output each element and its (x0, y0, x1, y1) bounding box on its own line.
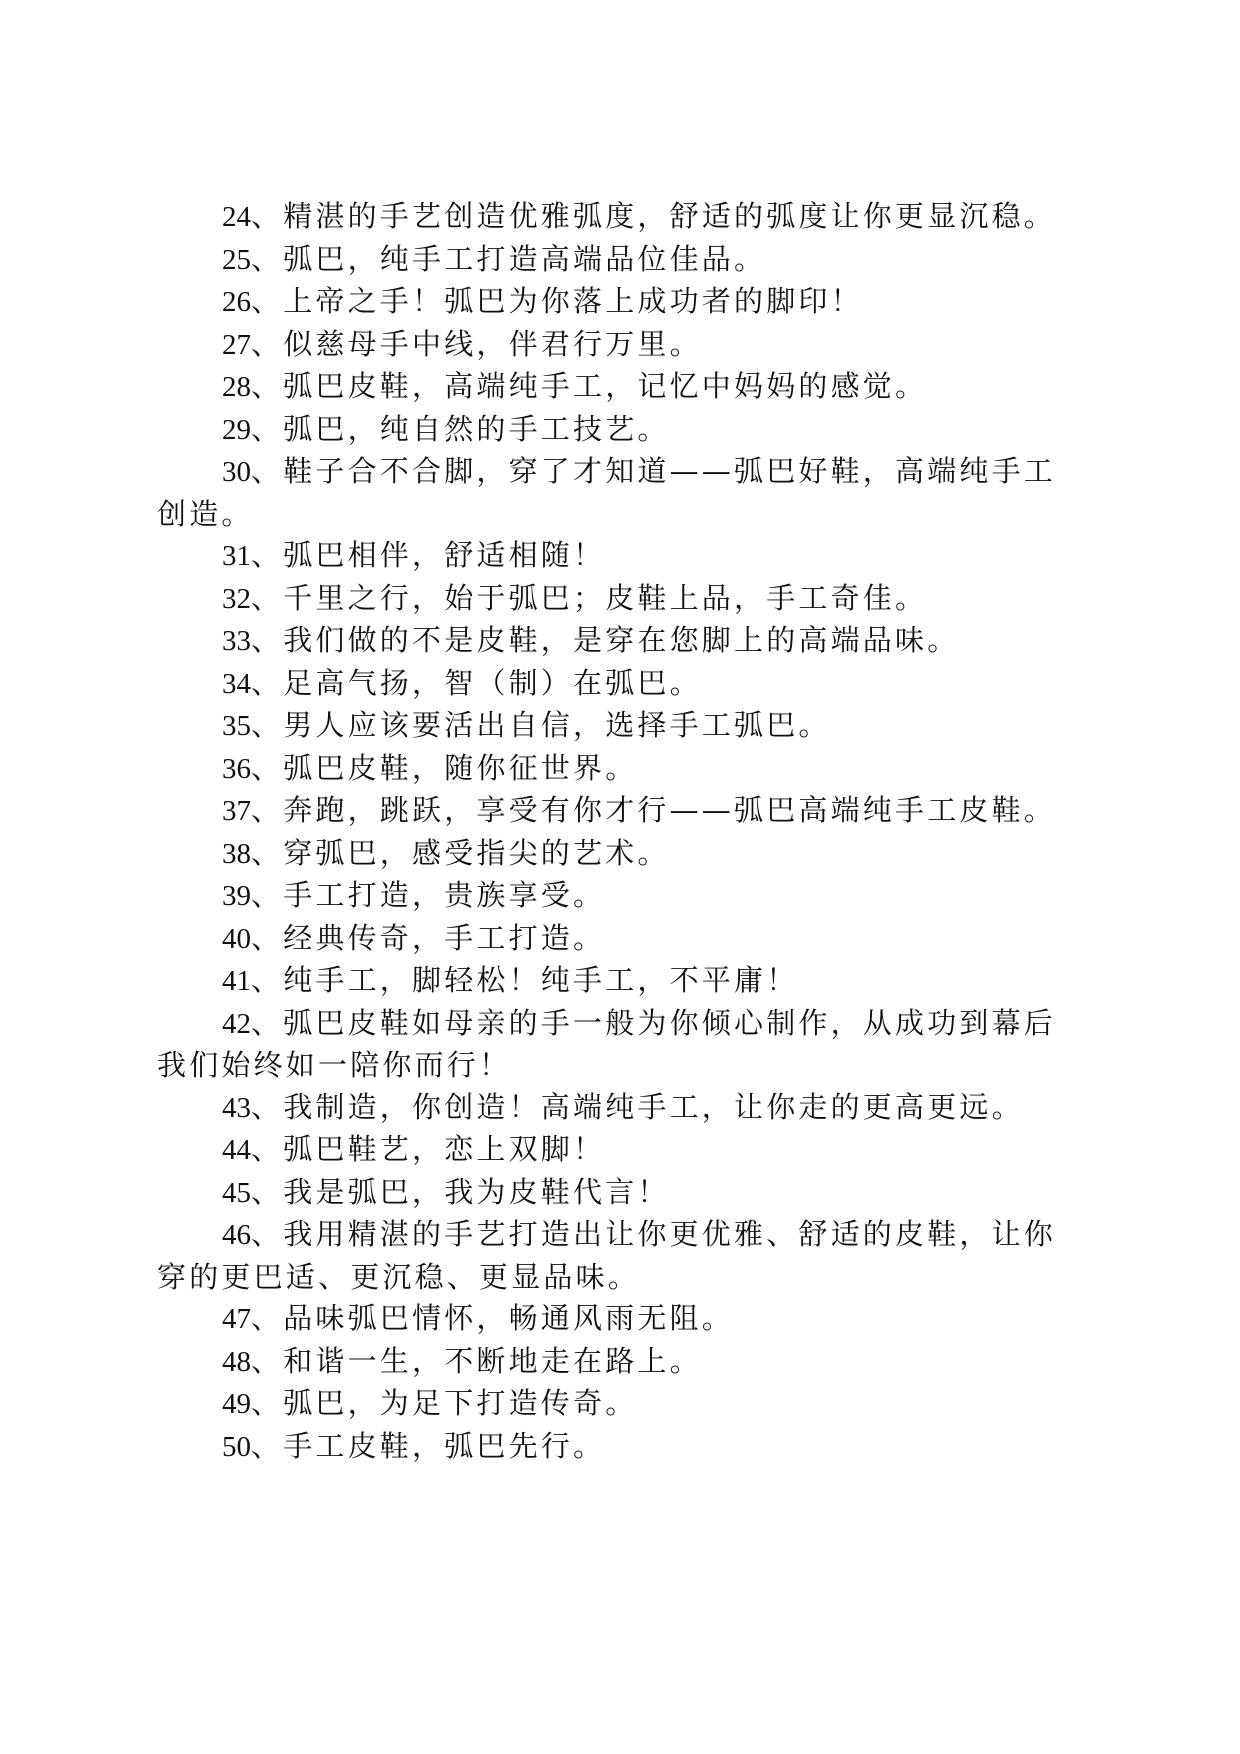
item-text: 、弧巴皮鞋如母亲的手一般为你倾心制作，从成功到幕后我们始终如一陪你而行！ (157, 1005, 1057, 1082)
document-body (157, 196, 1082, 1468)
item-number: 38 (222, 837, 251, 870)
list-item (157, 663, 1082, 706)
item-number: 31 (222, 540, 251, 572)
item-number: 27 (222, 328, 251, 361)
item-text: 、弧巴，纯自然的手工技艺。 (251, 411, 670, 446)
list-item (157, 409, 1082, 452)
item-number: 28 (222, 371, 251, 403)
item-number: 41 (222, 965, 251, 997)
item-text: 、弧巴皮鞋，高端纯手工，记忆中妈妈的感觉。 (251, 369, 928, 403)
list-item (157, 281, 1082, 324)
item-number: 40 (222, 922, 251, 955)
list-item (157, 1172, 1082, 1215)
item-text: 、弧巴，为足下打造传奇。 (251, 1386, 638, 1420)
list-item (157, 535, 1082, 578)
item-number: 44 (222, 1134, 251, 1166)
list-item (157, 1003, 1082, 1087)
item-text: 、和谐一生，不断地走在路上。 (251, 1343, 702, 1378)
item-number: 43 (222, 1091, 251, 1124)
item-text: 、经典传奇，手工打造。 (251, 920, 606, 955)
item-text: 、我是弧巴，我为皮鞋代言！ (251, 1174, 670, 1209)
item-number: 42 (222, 1007, 251, 1040)
item-text: 、品味弧巴情怀，畅通风雨无阻。 (251, 1301, 735, 1335)
item-text: 、弧巴皮鞋，随你征世界。 (251, 750, 638, 785)
list-item (157, 748, 1082, 791)
list-item (157, 1426, 1082, 1469)
list-item (157, 324, 1082, 367)
item-number: 47 (222, 1303, 251, 1335)
list-item (157, 366, 1082, 409)
item-text: 、纯手工，脚轻松！纯手工，不平庸！ (251, 963, 799, 997)
list-item (157, 239, 1082, 282)
item-text: 、足高气扬，智（制）在弧巴。 (251, 665, 702, 700)
item-text: 、鞋子合不合脚，穿了才知道——弧巴好鞋，高端纯手工创造。 (157, 454, 1057, 531)
list-item (157, 790, 1082, 833)
item-number: 46 (222, 1219, 251, 1251)
item-number: 25 (222, 243, 251, 276)
list-item (157, 1298, 1082, 1341)
item-text: 、精湛的手艺创造优雅弧度，舒适的弧度让你更显沉稳。 (251, 199, 1057, 233)
item-number: 24 (222, 201, 251, 233)
item-text: 、奔跑，跳跃，享受有你才行——弧巴高端纯手工皮鞋。 (251, 793, 1057, 827)
list-item (157, 960, 1082, 1003)
item-text: 、我用精湛的手艺打造出让你更优雅、舒适的皮鞋，让你穿的更巴适、更沉稳、更显品味。 (157, 1217, 1057, 1294)
list-item (157, 578, 1082, 621)
item-text: 、弧巴，纯手工打造高端品位佳品。 (251, 241, 767, 276)
item-number: 29 (222, 413, 251, 446)
list-item (157, 1383, 1082, 1426)
item-number: 34 (222, 667, 251, 700)
list-item (157, 620, 1082, 663)
item-text: 、我制造，你创造！高端纯手工，让你走的更高更远。 (251, 1089, 1024, 1124)
item-number: 35 (222, 710, 251, 742)
list-item (157, 918, 1082, 961)
item-text: 、弧巴相伴，舒适相随！ (251, 538, 606, 572)
list-item (157, 1087, 1082, 1130)
list-item (157, 833, 1082, 876)
list-item (157, 1129, 1082, 1172)
list-item (157, 875, 1082, 918)
list-item (157, 1341, 1082, 1384)
item-text: 、手工皮鞋，弧巴先行。 (251, 1428, 606, 1463)
list-item (157, 705, 1082, 748)
item-number: 33 (222, 625, 251, 657)
item-number: 26 (222, 286, 251, 318)
list-item (157, 1214, 1082, 1298)
item-number: 37 (222, 795, 251, 827)
item-text: 、我们做的不是皮鞋，是穿在您脚上的高端品味。 (251, 623, 960, 657)
item-text: 、似慈母手中线，伴君行万里。 (251, 326, 702, 361)
item-text: 、男人应该要活出自信，选择手工弧巴。 (251, 708, 831, 742)
item-number: 49 (222, 1388, 251, 1420)
item-number: 32 (222, 582, 251, 615)
item-text: 、千里之行，始于弧巴；皮鞋上品，手工奇佳。 (251, 580, 928, 615)
item-number: 48 (222, 1345, 251, 1378)
item-number: 50 (222, 1430, 251, 1463)
item-text: 、手工打造，贵族享受。 (251, 878, 606, 912)
list-item (157, 196, 1082, 239)
item-text: 、弧巴鞋艺，恋上双脚！ (251, 1132, 606, 1166)
item-text: 、穿弧巴，感受指尖的艺术。 (251, 835, 670, 870)
item-text: 、上帝之手！弧巴为你落上成功者的脚印！ (251, 284, 863, 318)
item-number: 39 (222, 880, 251, 912)
item-number: 30 (222, 456, 251, 488)
item-number: 45 (222, 1176, 251, 1209)
list-item (157, 451, 1082, 535)
item-number: 36 (222, 752, 251, 785)
